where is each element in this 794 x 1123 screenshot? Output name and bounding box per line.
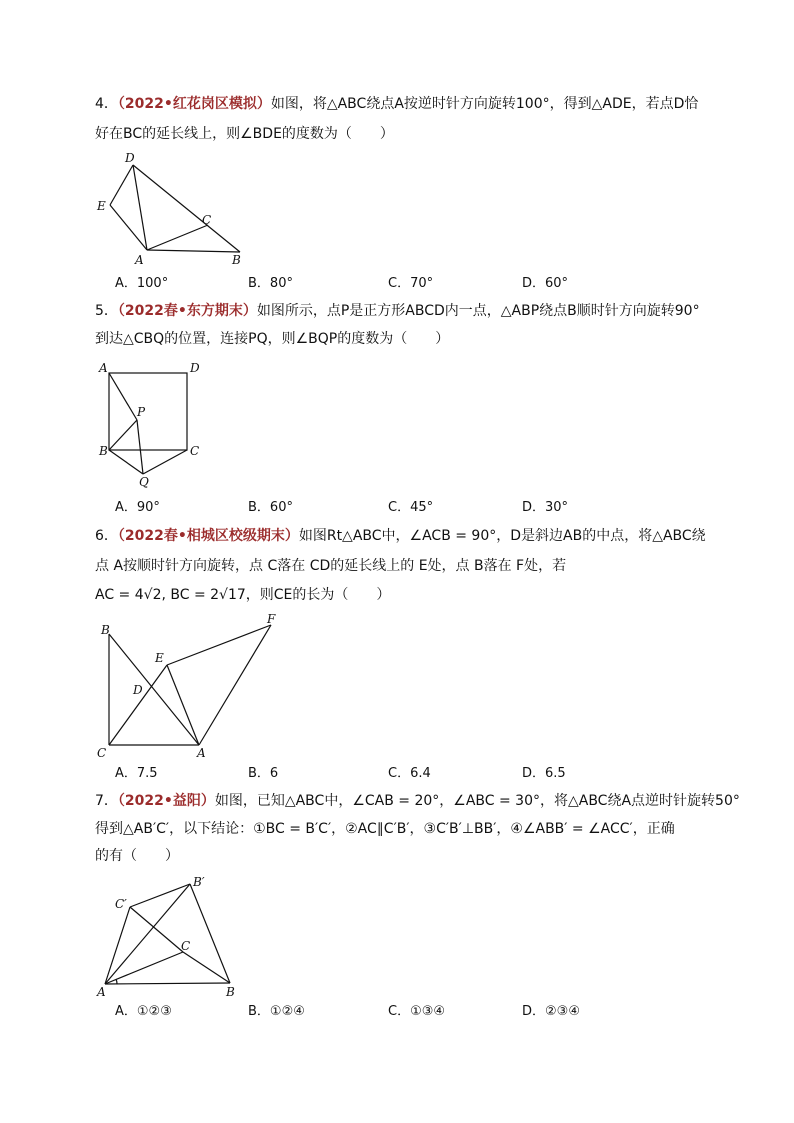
q7-option-a[interactable]: A．①②③ [115, 1004, 172, 1019]
q6-label-D: D [133, 683, 143, 697]
q5-text-1: 如图所示，点P是正方形ABCD内一点，△ABP绕点B顺时针方向旋转90° [256, 303, 700, 319]
q7-source: （2022•益阳） [117, 793, 215, 809]
q6-options [115, 764, 675, 784]
q5-text-2: 到达△CBQ的位置，连接PQ，则∠BQP的度数为（ ） [95, 331, 450, 347]
q5-line1 [95, 301, 700, 321]
q7-label-C: C [181, 939, 191, 953]
q6-option-d[interactable]: D．6.5 [522, 766, 566, 781]
q6-figure [95, 612, 295, 760]
q5-label-P: P [137, 405, 146, 419]
q4-source: （2022•红花岗区模拟） [117, 96, 271, 112]
q5-figure [95, 358, 215, 493]
q4-label-E: E [97, 199, 106, 213]
q4-options [115, 274, 675, 294]
q4-option-d[interactable]: D．60° [522, 276, 569, 291]
q5-label-C: C [190, 444, 200, 458]
q5-label-D: D [190, 361, 200, 375]
q5-label-A: A [99, 361, 108, 375]
q6-text-1: 如图Rt△ABC中，∠ACB = 90°，D是斜边AB的中点，将△ABC绕 [298, 528, 706, 544]
q7-option-d[interactable]: D．②③④ [522, 1004, 580, 1019]
q6-option-a[interactable]: A．7.5 [115, 766, 158, 781]
q5-options [115, 498, 675, 518]
q5-option-d[interactable]: D．30° [522, 500, 569, 515]
q5-option-b[interactable]: B．60° [248, 500, 293, 515]
q7-label-B: B [226, 985, 235, 999]
q4-option-b[interactable]: B．80° [248, 276, 293, 291]
q6-label-E: E [155, 651, 164, 665]
q7-figure [95, 872, 255, 1002]
q7-label-Bprime: B′ [193, 875, 205, 889]
q6-option-c[interactable]: C．6.4 [388, 766, 431, 781]
q6-label-C: C [97, 746, 107, 760]
q6-text-3: AC = 4√2, BC = 2√17，则CE的长为（ ） [95, 587, 391, 603]
q4-label-D: D [125, 151, 135, 165]
q5-label-B: B [99, 444, 108, 458]
q4-label-A: A [135, 253, 144, 267]
q7-text-3: 的有（ ） [95, 848, 179, 864]
q4-number: 4． [95, 96, 118, 112]
q5-source: （2022春•东方期末） [117, 303, 257, 319]
q6-text-2: 点 A按顺时针方向旋转，点 C落在 CD的延长线上的 E处，点 B落在 F处，若 [95, 558, 567, 574]
q4-text-2: 好在BC的延长线上，则∠BDE的度数为（ ） [95, 126, 394, 142]
q7-text-1: 如图，已知△ABC中，∠CAB = 20°，∠ABC = 30°，将△ABC绕A点逆时针旋转50° [214, 793, 740, 809]
q4-line1 [95, 94, 698, 114]
q6-label-F: F [267, 612, 276, 626]
q6-number: 6． [95, 528, 118, 544]
q5-label-Q: Q [139, 475, 149, 489]
q7-label-Cprime: C′ [115, 897, 127, 911]
q6-line1 [95, 526, 706, 546]
q6-option-b[interactable]: B．6 [248, 766, 279, 781]
q4-text-1: 如图，将△ABC绕点A按逆时针方向旋转100°，得到△ADE，若点D恰 [270, 96, 699, 112]
q7-line1 [95, 791, 740, 811]
q7-option-b[interactable]: B．①②④ [248, 1004, 305, 1019]
q5-option-a[interactable]: A．90° [115, 500, 160, 515]
q7-label-A: A [97, 985, 106, 999]
q7-options [115, 1002, 675, 1022]
q4-label-C: C [202, 213, 212, 227]
q4-figure [95, 150, 275, 270]
q6-label-B: B [101, 623, 110, 637]
q4-option-a[interactable]: A．100° [115, 276, 169, 291]
q7-number: 7． [95, 793, 118, 809]
q6-label-A: A [197, 746, 206, 760]
q6-source: （2022春•相城区校级期末） [117, 528, 299, 544]
q7-text-2: 得到△AB′C′，以下结论：①BC = B′C′，②AC∥C′B′，③C′B′⊥BB′，④∠ABB′ = ∠ACC′，正确 [95, 821, 675, 837]
q7-option-c[interactable]: C．①③④ [388, 1004, 446, 1019]
q5-number: 5． [95, 303, 118, 319]
q5-option-c[interactable]: C．45° [388, 500, 434, 515]
q4-option-c[interactable]: C．70° [388, 276, 434, 291]
q4-label-B: B [232, 253, 241, 267]
